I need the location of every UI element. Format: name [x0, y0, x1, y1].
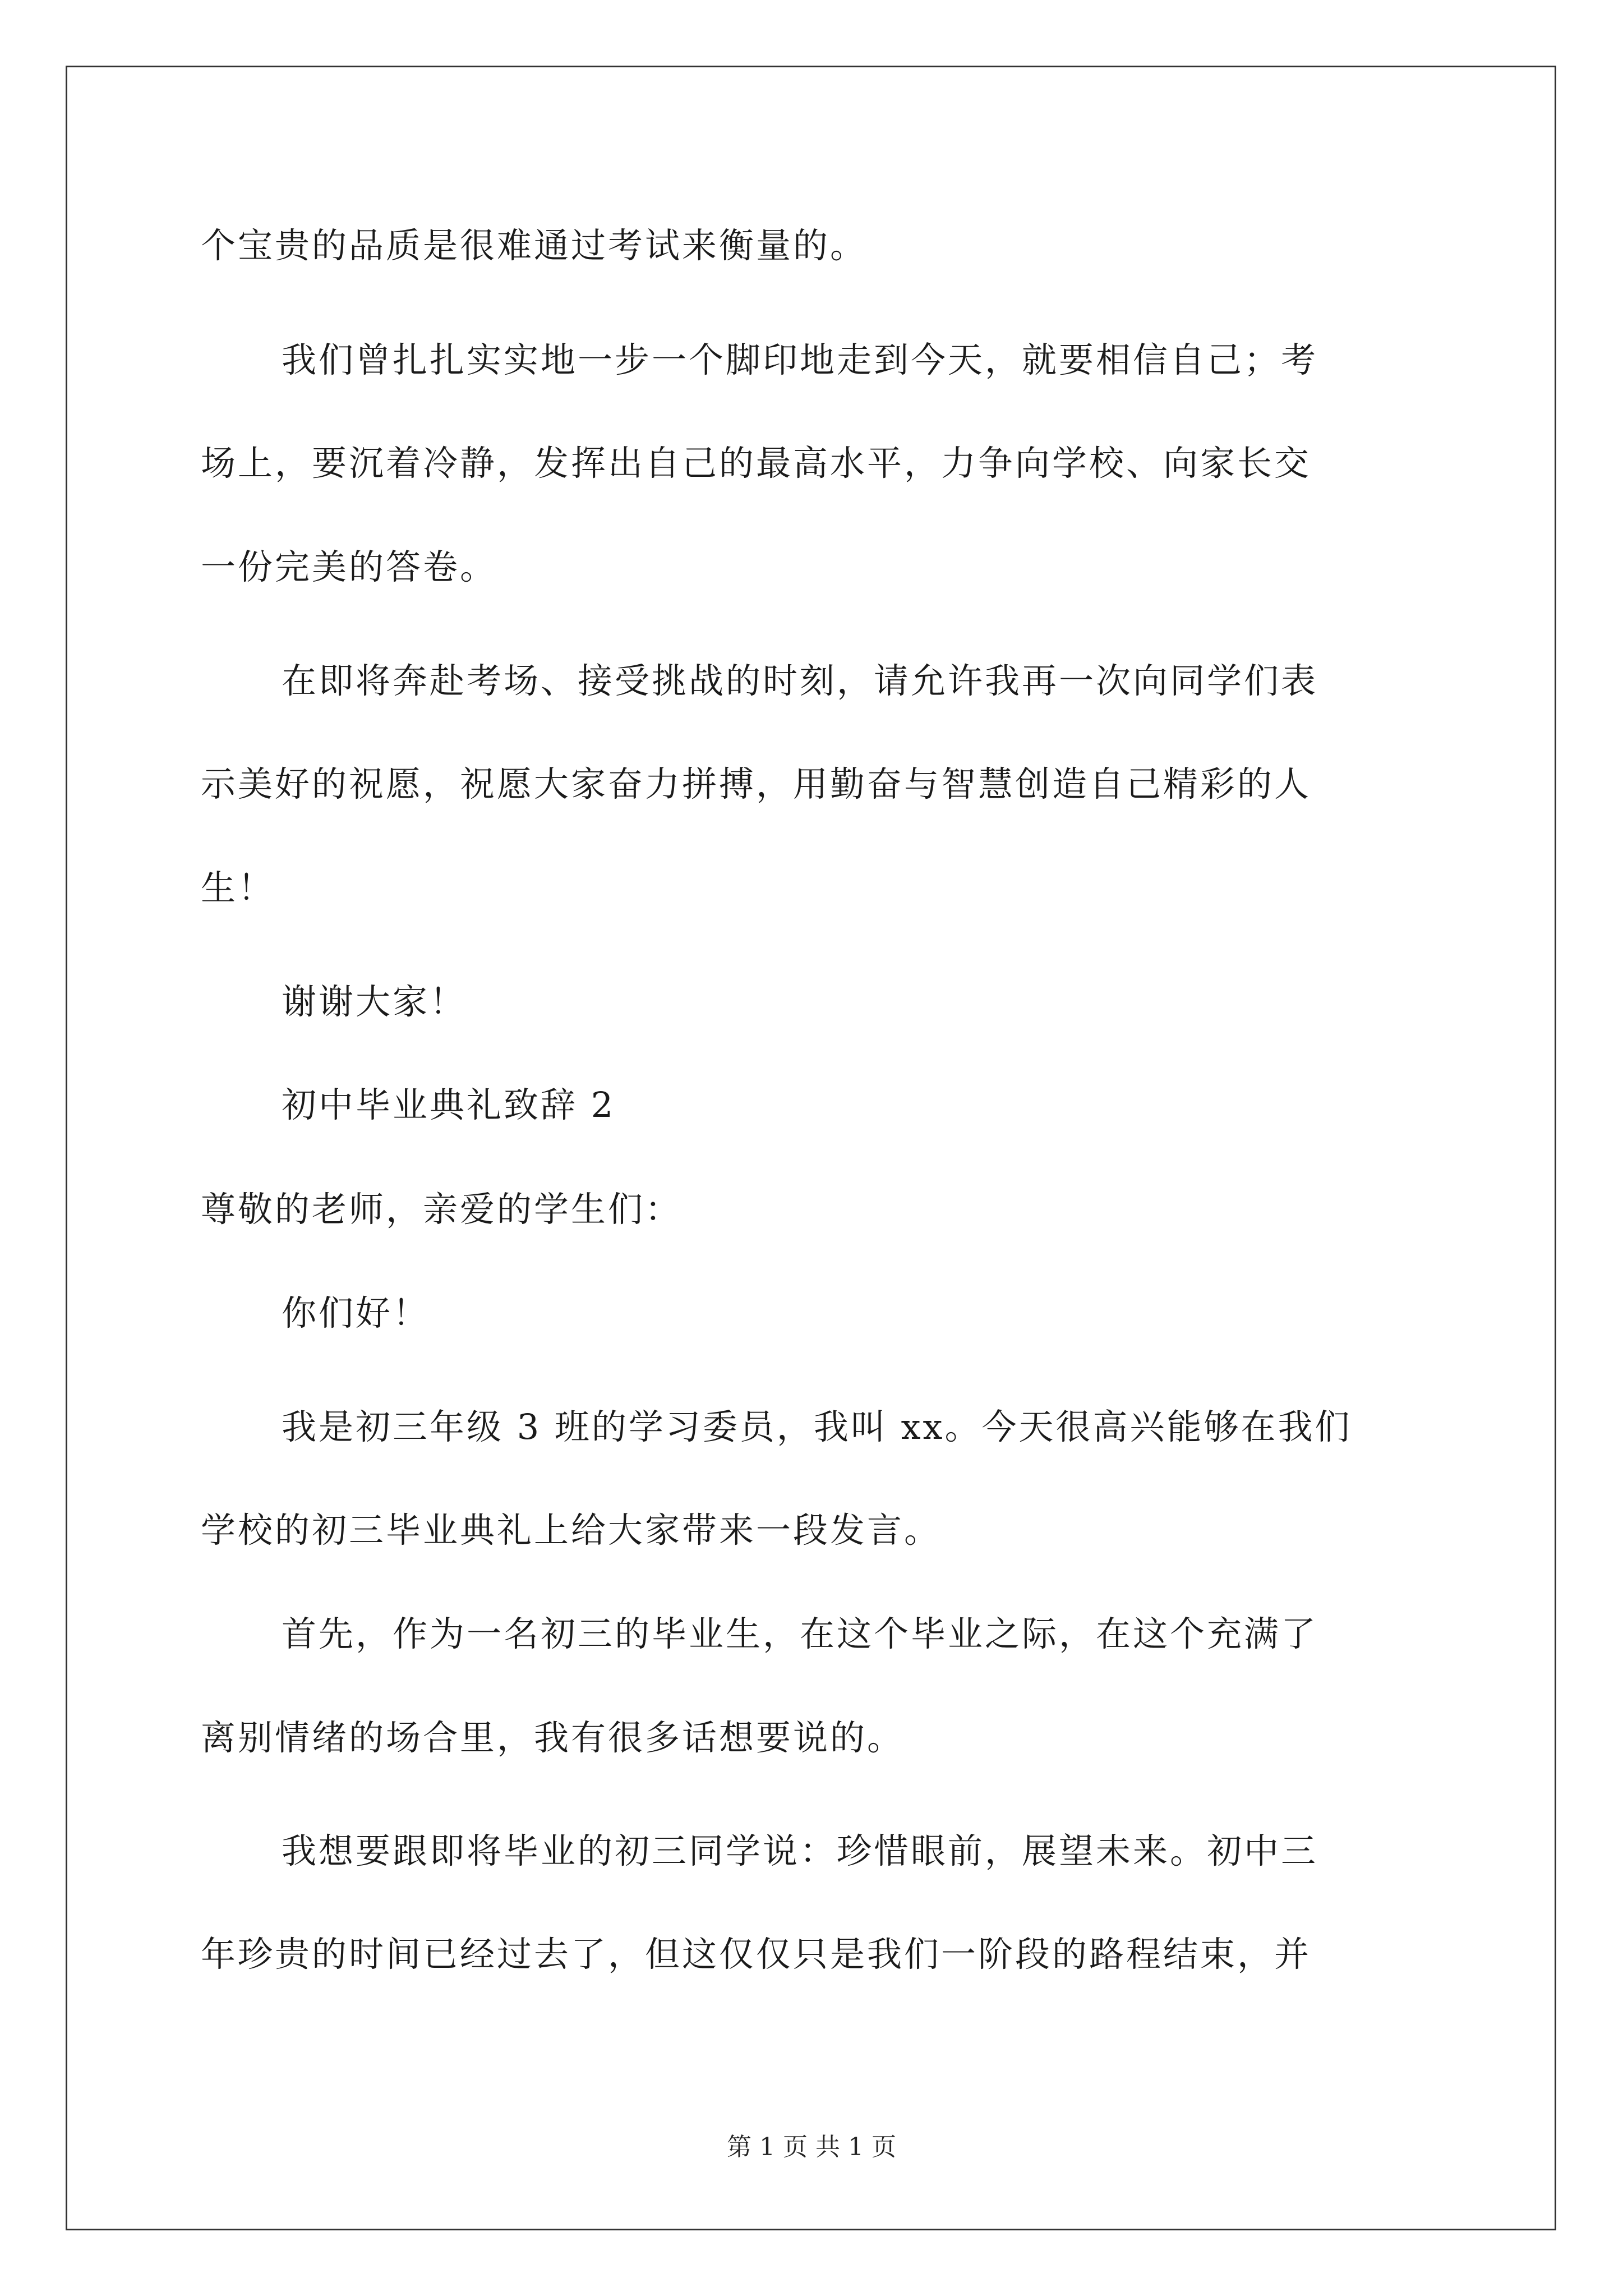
body-line: 示美好的祝愿，祝愿大家奋力拼搏，用勤奋与智慧创造自己精彩的人	[201, 763, 1312, 804]
paragraph-line: 在即将奔赴考场、接受挑战的时刻，请允许我再一次向同学们表	[282, 660, 1318, 701]
page-border	[66, 66, 1556, 2230]
greeting: 你们好！	[282, 1292, 430, 1333]
section-title: 初中毕业典礼致辞 2	[282, 1084, 616, 1125]
paragraph-line: 我是初三年级 3 班的学习委员，我叫 xx。今天很高兴能够在我们	[282, 1406, 1352, 1447]
paragraph-line: 我们曾扎扎实实地一步一个脚印地走到今天，就要相信自己；考	[282, 339, 1318, 380]
paragraph-line: 我想要跟即将毕业的初三同学说：珍惜眼前，展望未来。初中三	[282, 1830, 1318, 1871]
body-line: 学校的初三毕业典礼上给大家带来一段发言。	[201, 1510, 942, 1550]
page-number-footer: 第 1 页 共 1 页	[727, 2133, 896, 2161]
salutation: 尊敬的老师，亲爱的学生们：	[201, 1189, 683, 1230]
body-line: 一份完美的答卷。	[201, 546, 497, 587]
body-line: 个宝贵的品质是很难通过考试来衡量的。	[201, 225, 868, 266]
body-line: 生！	[201, 867, 275, 908]
body-line: 离别情绪的场合里，我有很多话想要说的。	[201, 1717, 905, 1758]
paragraph-line: 首先，作为一名初三的毕业生，在这个毕业之际，在这个充满了	[282, 1613, 1318, 1654]
paragraph-line: 谢谢大家！	[282, 981, 467, 1022]
body-line: 场上，要沉着冷静，发挥出自己的最高水平，力争向学校、向家长交	[201, 443, 1312, 484]
body-line: 年珍贵的时间已经过去了，但这仅仅只是我们一阶段的路程结束，并	[201, 1934, 1312, 1975]
